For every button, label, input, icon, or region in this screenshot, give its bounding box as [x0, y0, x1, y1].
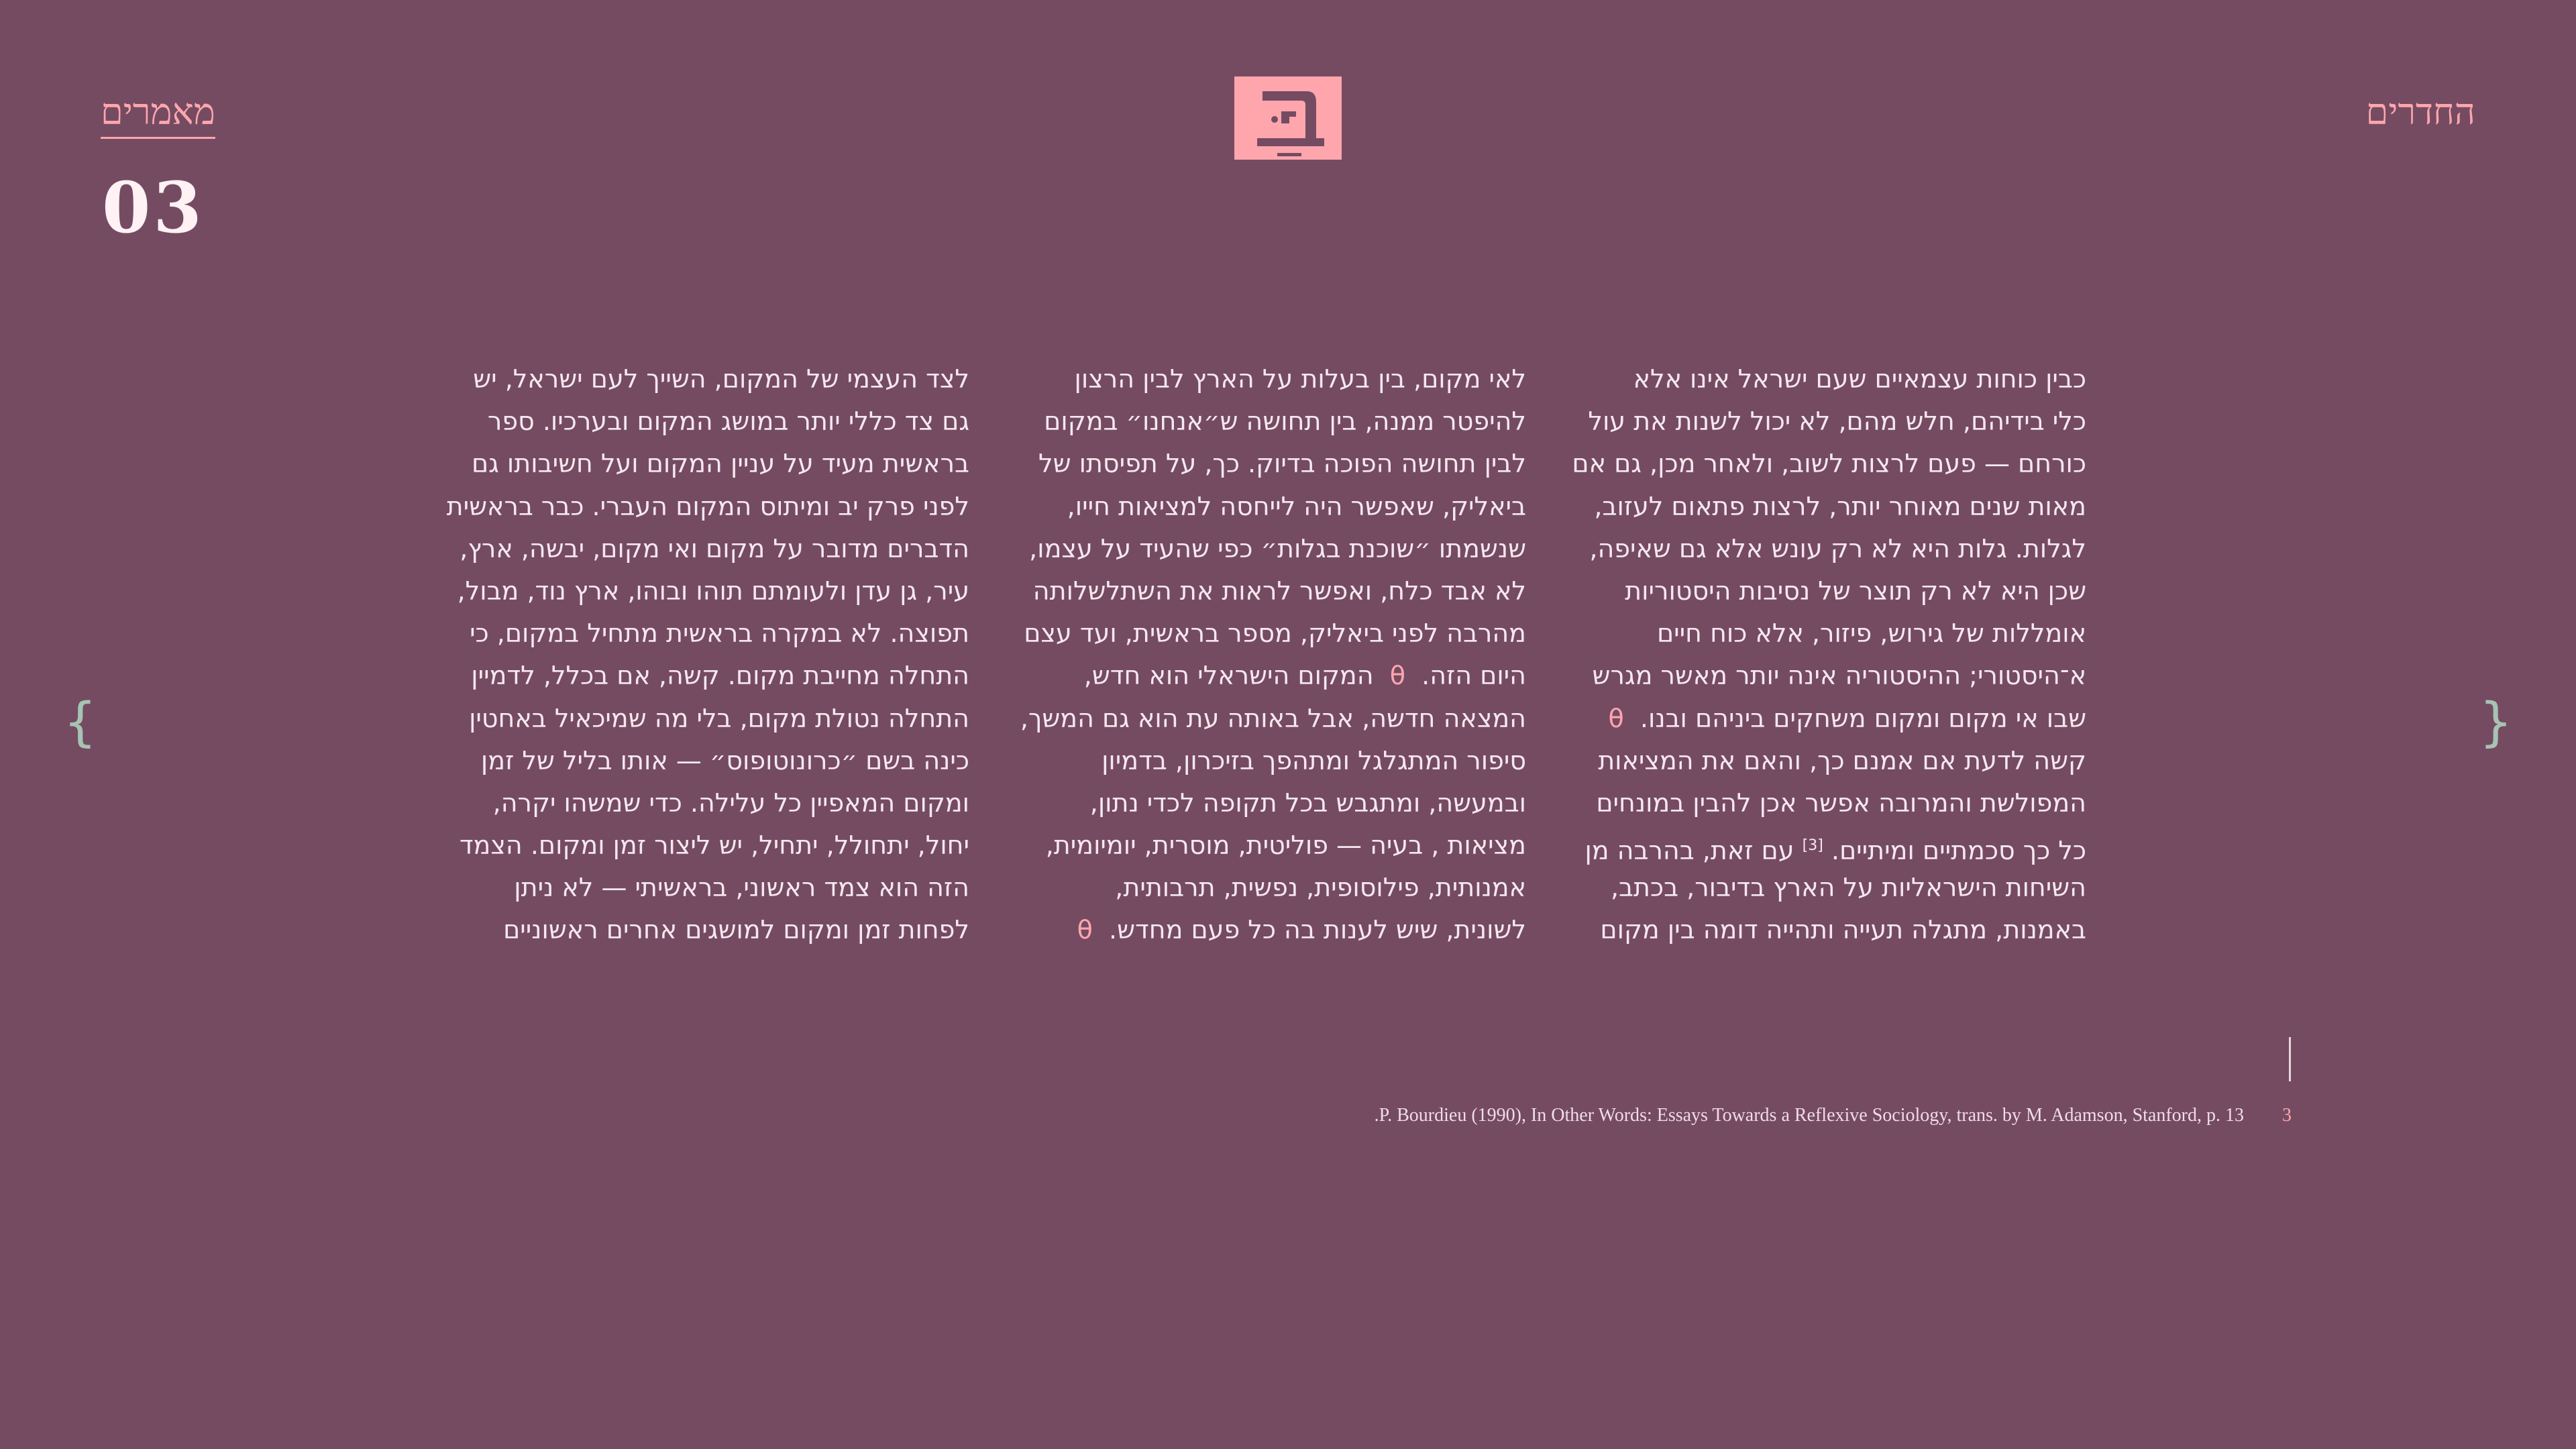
text-line: עיר, גן עדן ולעומתם תוהו ובוהו, ארץ נוד, מבול, [457, 576, 969, 606]
text-line: להיפטר ממנה, בין תחושה ש״אנחנו״ במקום [1044, 407, 1526, 437]
text-line: לא אבד כלח, ואפשר לראות את השתלשלותה [1032, 576, 1526, 606]
text-line: א־היסטורי; ההיסטוריה אינה יותר מאשר מגרש [1592, 661, 2086, 691]
text-line: מאות שנים מאוחר יותר, לרצות פתאום לעזוב, [1594, 491, 2086, 521]
text-fragment: כל כך סכמתיים ומיתיים. [1831, 836, 2086, 866]
bayit-logo-mark [1234, 76, 1342, 160]
text-line: הדברים מדובר על מקום ואי מקום, יבשה, ארץ, [460, 533, 969, 564]
text-fragment: עם זאת, בהרבה מן [1585, 836, 1794, 866]
previous-page-bracket[interactable]: { [64, 692, 96, 753]
text-line: תפוצה. לא במקרה בראשית מתחיל במקום, כי [470, 619, 969, 649]
text-line: אמנותית, פילוסופית, נפשית, תרבותית, [1115, 873, 1526, 903]
text-line: ביאליק, שאפשר היה לייחסה למציאות חייו, [1067, 491, 1526, 521]
footnote-divider [2289, 1037, 2291, 1081]
text-line: המפולשת והמרובה אפשר אכן להבין במונחים [1596, 788, 2086, 818]
issue-number: 03 [102, 166, 205, 249]
text-fragment: היום הזה. [1421, 661, 1526, 691]
text-line: קשה לדעת אם אמנם כך, והאם את המציאות [1598, 745, 2086, 775]
footnote-text: .P. Bourdieu (1990), In Other Words: Essays Towards a Reflexive Sociology, trans. by M. Adamson, Stanford, p. 13 [1374, 1105, 2244, 1126]
theta-marker[interactable]: θ [1077, 915, 1093, 945]
text-line-with-marker [1000, 655, 1526, 697]
text-line: גם צד כללי יותר במושג המקום ובערכיו. ספר [487, 407, 969, 437]
text-line: ובמעשה, ומתגבש בכל תקופה לכדי נתון, [1089, 788, 1526, 818]
text-line-with-marker [1000, 909, 1526, 951]
text-line: התחלה נטולת מקום, בלי מה שמיכאיל באחטין [469, 703, 969, 733]
text-line: כבין כוחות עצמאיים שעם ישראל אינו אלא [1633, 364, 2086, 394]
text-line-with-marker [1556, 698, 2086, 740]
text-line: לפני פרק יב ומיתוס המקום העברי. כבר בראשית [446, 491, 969, 521]
text-line: יחול, יתחולל, יתחיל, יש ליצור זמן ומקום. הצמד [459, 830, 969, 861]
next-page-bracket[interactable]: } [2480, 692, 2512, 753]
text-line: שכן היא לא רק תוצר של נסיבות היסטוריות [1625, 576, 2086, 606]
nav-articles-link[interactable]: מאמרים [101, 91, 215, 139]
text-line: לפחות זמן ומקום למושגים אחרים ראשוניים [503, 915, 969, 945]
nav-rooms-link[interactable]: החדרים [2365, 92, 2475, 132]
text-fragment: שבו אי מקום ומקום משחקים ביניהם ובנו. [1640, 703, 2086, 733]
text-line: כינה בשם ״כרונוטופוס״ — אותו בליל של זמן [480, 745, 969, 775]
text-line: הזה הוא צמד ראשוני, בראשיתי — לא ניתן [514, 873, 969, 903]
text-line: ומקום המאפיין כל עלילה. כדי שמשהו יקרה, [492, 788, 969, 818]
text-fragment: המקום הישראלי הוא חדש, [1083, 661, 1374, 691]
text-column-right [1556, 358, 2086, 952]
text-line: באמנות, מתגלה תעייה ותהייה דומה בין מקום [1600, 915, 2086, 945]
text-column-middle [1000, 358, 1526, 952]
text-line-with-footnote [1556, 824, 2086, 867]
theta-marker[interactable]: θ [1608, 703, 1624, 733]
footnote-reference[interactable]: [3] [1802, 837, 1823, 855]
text-column-left [439, 358, 969, 952]
text-line: לבין תחושה הפוכה בדיוק. כך, על תפיסתו של [1038, 449, 1526, 479]
text-line: לגלות. גלות היא לא רק עונש אלא גם שאיפה, [1589, 533, 2086, 564]
footnote-number: 3 [2282, 1105, 2292, 1126]
text-line: שנשמתו ״שוכנת בגלות״ כפי שהעיד על עצמו, [1029, 533, 1526, 564]
text-line: מציאות , בעיה — פוליטית, מוסרית, יומיומית, [1045, 830, 1526, 861]
text-line: מהרבה לפני ביאליק, מספר בראשית, ועד עצם [1024, 619, 1526, 649]
text-line: לאי מקום, בין בעלות על הארץ לבין הרצון [1074, 364, 1526, 394]
bayit-logo[interactable] [1234, 76, 1342, 160]
text-line: אומללות של גירוש, פיזור, אלא כוח חיים [1656, 619, 2086, 649]
text-line: בראשית מעיד על עניין המקום ועל חשיבותו גם [471, 449, 969, 479]
text-line: כלי בידיהם, חלש מהם, לא יכול לשנות את עול [1588, 407, 2086, 437]
text-line: השיחות הישראליות על הארץ בדיבור, בכתב, [1610, 873, 2086, 903]
text-line: המצאה חדשה, אבל באותה עת הוא גם המשך, [1020, 703, 1526, 733]
theta-marker[interactable]: θ [1389, 661, 1405, 691]
text-line: סיפור המתגלגל ומתהפך בזיכרון, בדמיון [1102, 745, 1526, 775]
text-line: לצד העצמי של המקום, השייך לעם ישראל, יש [473, 364, 969, 394]
text-line: כורחם — פעם לרצות לשוב, ולאחר מכן, גם אם [1572, 449, 2086, 479]
text-line: התחלה מחייבת מקום. קשה, אם בכלל, לדמיין [471, 661, 969, 691]
text-fragment: לשונית, שיש לענות בה כל פעם מחדש. [1109, 915, 1526, 945]
